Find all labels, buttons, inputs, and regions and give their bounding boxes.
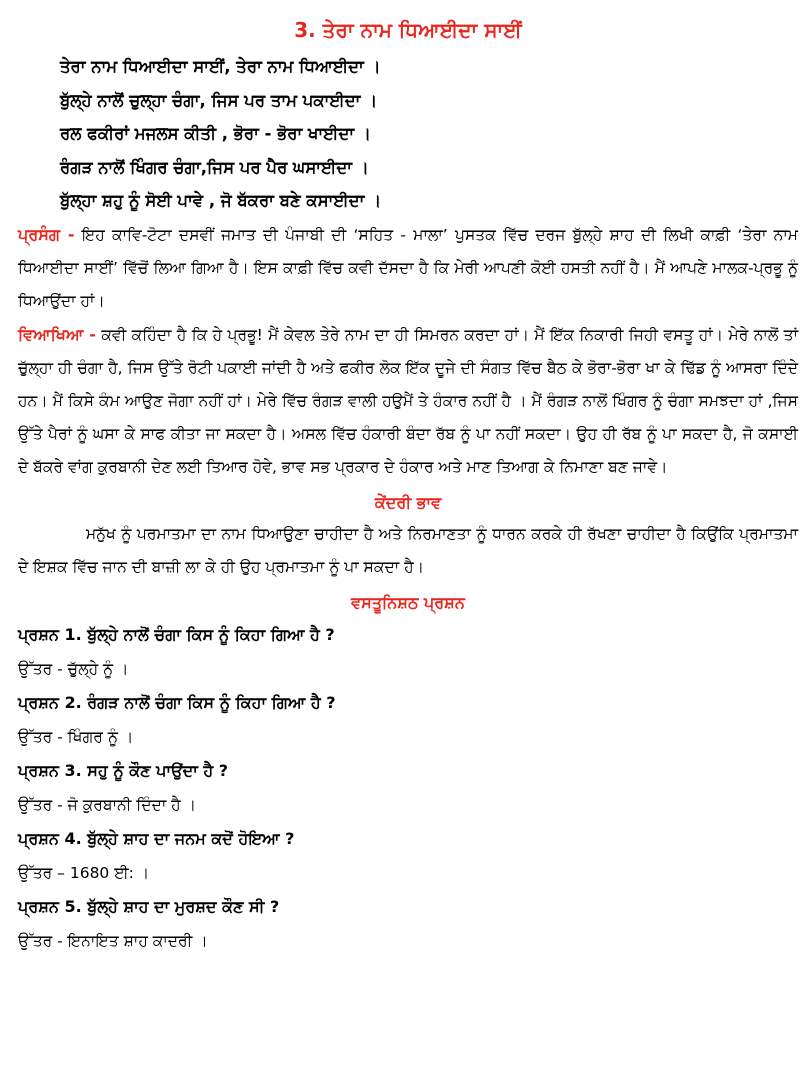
viakhia-text: ਕਵੀ ਕਹਿੰਦਾ ਹੈ ਕਿ ਹੇ ਪ੍ਰਭੂ! ਮੈਂ ਕੇਵਲ ਤੇਰੇ ਨਾਮ ਦਾ ਹੀ ਸਿਮਰਨ ਕਰਦਾ ਹਾਂ। ਮੈਂ ਇੱਕ ਨਿਕਾਰੀ ਜਿਹੀ ਵਸਤੂ ਹਾਂ। ਮੇਰੇ ਨਾਲੋਂ ਤਾਂ ਚੁੱਲ੍ਹਾ ਹੀ ਚੰਗਾ ਹੈ, ਜਿਸ ਉੱਤੇ ਰੋਟੀ ਪਕਾਈ ਜਾਂਦੀ ਹੈ ਅਤੇ ਫਕੀਰ ਲੋਕ ਇੱਕ ਦੂਜੇ ਦੀ ਸੰਗਤ ਵਿੱਚ ਬੈਠ ਕੇ ਭੋਰਾ-ਭੋਰਾ ਖਾ ਕੇ ਢਿੱਡ ਨੂੰ ਆਸਰਾ ਦਿੰਦੇ ਹਨ। ਮੈਂ ਕਿਸੇ ਕੰਮ ਆਉਣ ਜੋਗਾ ਨਹੀਂ ਹਾਂ। ਮੇਰੇ ਵਿੱਚ ਰੰਗੜ ਵਾਲੀ ਹਉਮੈਂ ਤੇ ਹੰਕਾਰ ਨਹੀਂ ਹੈ । ਮੈਂ ਰੰਗੜ ਨਾਲੋਂ ਖਿੰਗਰ ਨੂੰ ਚੰਗਾ ਸਮਝਦਾ ਹਾਂ ,ਜਿਸ ਉੱਤੇ ਪੈਰਾਂ ਨੂੰ ਘਸਾ ਕੇ ਸਾਫ ਕੀਤਾ ਜਾ ਸਕਦਾ ਹੈ। ਅਸਲ ਵਿੱਚ ਹੰਕਾਰੀ ਬੰਦਾ ਰੱਬ ਨੂੰ ਪਾ ਨਹੀਂ ਸਕਦਾ। ਉਹ ਹੀ ਰੱਬ ਨੂੰ ਪਾ ਸਕਦਾ ਹੈ, ਜੋ ਕਸਾਈ ਦੇ ਬੱਕਰੇ ਵਾਂਗ ਕੁਰਬਾਨੀ ਦੇਣ ਲਈ ਤਿਆਰ ਹੋਵੇ, ਭਾਵ ਸਭ ਪ੍ਰਕਾਰ ਦੇ ਹੰਕਾਰ ਅਤੇ ਮਾਣ ਤਿਆਗ ਕੇ ਨਿਮਾਣਾ ਬਣ ਜਾਵੇ। xyxy=(18,325,798,476)
question-text: ਪ੍ਰਸ਼ਨ 4. ਬੁੱਲ੍ਹੇ ਸ਼ਾਹ ਦਾ ਜਨਮ ਕਦੋਂ ਹੋਇਆ ? xyxy=(18,828,295,848)
question-list xyxy=(18,618,798,958)
viakhia-label: ਵਿਆਖਿਆ - xyxy=(18,324,96,344)
kendri-bhav-text: ਮਨੁੱਖ ਨੂੰ ਪਰਮਾਤਮਾ ਦਾ ਨਾਮ ਧਿਆਉਣਾ ਚਾਹੀਦਾ ਹੈ ਅਤੇ ਨਿਰਮਾਣਤਾ ਨੂੰ ਧਾਰਨ ਕਰਕੇ ਹੀ ਰੱਖਣਾ ਚਾਹੀਦਾ ਹੈ ਕਿਉਂਕਿ ਪ੍ਰਮਾਤਮਾ ਦੇ ਇਸ਼ਕ ਵਿੱਚ ਜਾਨ ਦੀ ਬਾਜ਼ੀ ਲਾ ਕੇ ਹੀ ਉਹ ਪ੍ਰਮਾਤਮਾ ਨੂੰ ਪਾ ਸਕਦਾ ਹੈ। xyxy=(18,524,798,576)
prasang-text: ਇਹ ਕਾਵਿ-ਟੋਟਾ ਦਸਵੀਂ ਜਮਾਤ ਦੀ ਪੰਜਾਬੀ ਦੀ ‘ਸਹਿਤ - ਮਾਲਾ’ ਪੁਸਤਕ ਵਿੱਚ ਦਰਜ ਬੁੱਲ੍ਹੇ ਸ਼ਾਹ ਦੀ ਲਿਖੀ ਕਾਫ਼ੀ ‘ਤੇਰਾ ਨਾਮ ਧਿਆਈਦਾ ਸਾਈਂ’ ਵਿੱਚੋਂ ਲਿਆ ਗਿਆ ਹੈ। ਇਸ ਕਾਫ਼ੀ ਵਿੱਚ ਕਵੀ ਦੱਸਦਾ ਹੈ ਕਿ ਮੇਰੀ ਆਪਣੀ ਕੋਈ ਹਸਤੀ ਨਹੀਂ ਹੈ। ਮੈਂ ਆਪਣੇ ਮਾਲਕ-ਪ੍ਰਭੂ ਨੂੰ ਧਿਆਉਂਦਾ ਹਾਂ। xyxy=(18,225,798,310)
question-text: ਪ੍ਰਸ਼ਨ 2. ਰੰਗੜ ਨਾਲੋਂ ਚੰਗਾ ਕਿਸ ਨੂੰ ਕਿਹਾ ਗਿਆ ਹੈ ? xyxy=(18,692,336,712)
answer-text: ਉੱਤਰ - ਖਿੰਗਰ ਨੂੰ । xyxy=(18,727,134,746)
viakhia-paragraph xyxy=(18,318,798,484)
poem-stanza xyxy=(60,50,798,218)
prasang-label: ਪ੍ਰਸੰਗ - xyxy=(18,224,75,244)
question-item xyxy=(18,618,798,686)
question-item xyxy=(18,822,798,890)
question-text: ਪ੍ਰਸ਼ਨ 1. ਬੁੱਲ੍ਹੇ ਨਾਲੋਂ ਚੰਗਾ ਕਿਸ ਨੂੰ ਕਿਹਾ ਗਿਆ ਹੈ ? xyxy=(18,624,335,644)
poem-line: ਬੁੱਲ੍ਹਾ ਸ਼ਹੁ ਨੂੰ ਸੋਈ ਪਾਵੇ , ਜੋ ਬੱਕਰਾ ਬਣੇ ਕਸਾਈਦਾ । xyxy=(60,191,382,210)
poem-line: ਰੰਗੜ ਨਾਲੋਂ ਖਿੰਗਰ ਚੰਗਾ,ਜਿਸ ਪਰ ਪੈਰ ਘਸਾਈਦਾ । xyxy=(60,157,369,177)
answer-text: ਉੱਤਰ - ਇਨਾਇਤ ਸ਼ਾਹ ਕਾਦਰੀ । xyxy=(18,931,208,950)
page-title: 3. ਤੇਰਾ ਨਾਮ ਧਿਆਈਦਾ ਸਾਈਂ xyxy=(294,18,522,42)
question-text: ਪ੍ਰਸ਼ਨ 5. ਬੁੱਲ੍ਹੇ ਸ਼ਾਹ ਦਾ ਮੁਰਸ਼ਦ ਕੌਣ ਸੀ ? xyxy=(18,896,280,916)
kendri-bhav-heading: ਕੇਂਦਰੀ ਭਾਵ xyxy=(374,492,442,512)
question-item xyxy=(18,686,798,754)
poem-line: ਤੇਰਾ ਨਾਮ ਧਿਆਈਦਾ ਸਾਈਂ, ਤੇਰਾ ਨਾਮ ਧਿਆਈਦਾ । xyxy=(60,57,381,76)
question-item xyxy=(18,890,798,958)
answer-text: ਉੱਤਰ – 1680 ਈ: । xyxy=(18,863,150,882)
answer-text: ਉੱਤਰ - ਚੁੱਲ੍ਹੇ ਨੂੰ । xyxy=(18,659,129,678)
question-text: ਪ੍ਰਸ਼ਨ 3. ਸਹੁ ਨੂੰ ਕੌਣ ਪਾਉਂਦਾ ਹੈ ? xyxy=(18,760,229,780)
objective-questions-heading: ਵਸਤੂਨਿਸ਼ਠ ਪ੍ਰਸ਼ਨ xyxy=(351,592,465,612)
question-item xyxy=(18,754,798,822)
poem-line: ਰਲ ਫਕੀਰਾਂ ਮਜਲਸ ਕੀਤੀ , ਭੋਰਾ - ਭੋਰਾ ਖਾਈਦਾ । xyxy=(60,124,371,143)
poem-line: ਬੁੱਲ੍ਹੇ ਨਾਲੋਂ ਚੁਲ੍ਹਾ ਚੰਗਾ, ਜਿਸ ਪਰ ਤਾਮ ਪਕਾਈਦਾ । xyxy=(60,90,378,110)
answer-text: ਉੱਤਰ - ਜੋ ਕੁਰਬਾਨੀ ਦਿੰਦਾ ਹੈ । xyxy=(18,795,197,814)
prasang-paragraph xyxy=(18,218,798,318)
